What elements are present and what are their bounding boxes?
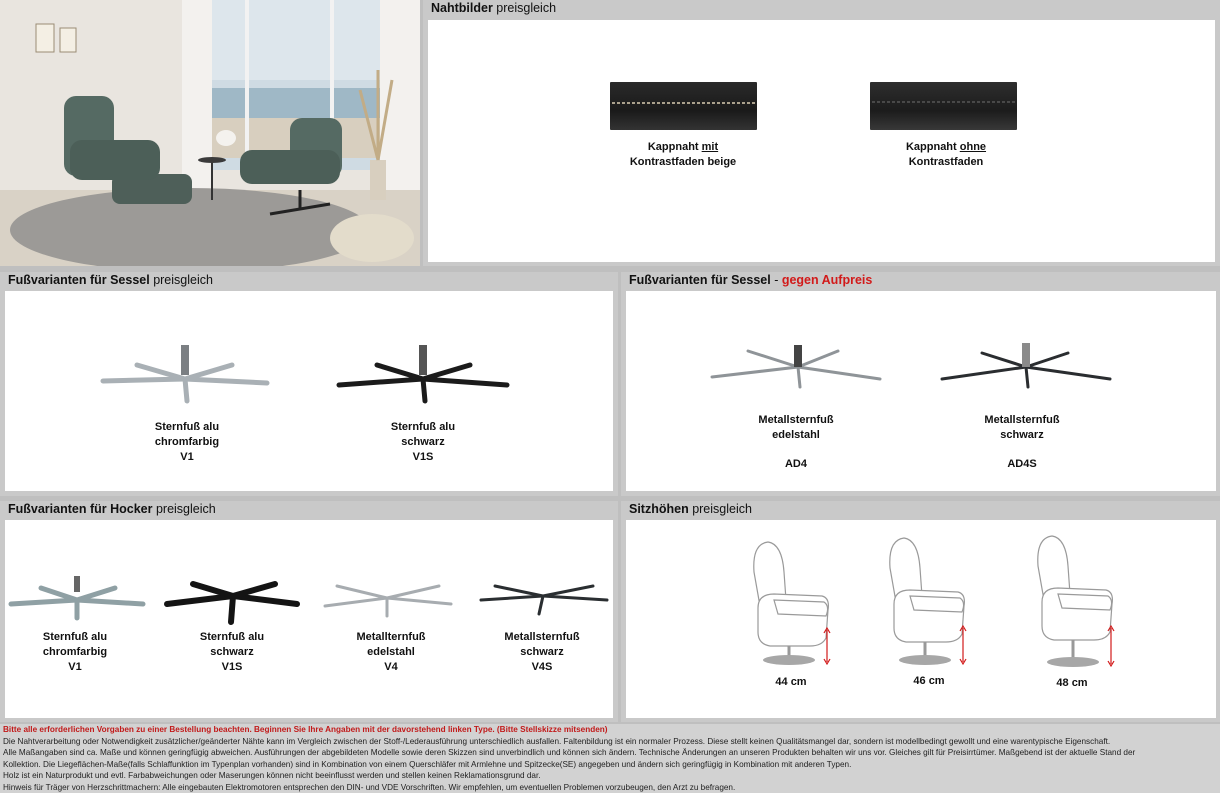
- hocker-metallsternfuss-edelstahl-image: [323, 580, 453, 620]
- hocker-metallsternfuss-schwarz-image: [479, 578, 609, 618]
- fuss-sessel-aufpreis-code-ad4s: AD4S: [1007, 458, 1037, 470]
- naht-swatch-ohne: [870, 82, 1017, 130]
- sitzhoehen-title: Sitzhöhen preisgleich: [629, 502, 752, 516]
- sitzhoehe-44-sketch: [744, 538, 834, 668]
- sitzhoehe-label-44: 44 cm: [775, 676, 807, 688]
- sitzhoehe-48-sketch: [1028, 532, 1118, 670]
- footer-line-4: Holz ist ein Naturprodukt und evtl. Farbabweichungen oder Maserungen können nicht beeinflusst werden und stellen keinen Reklamationsgrund dar.: [3, 771, 541, 780]
- fuss-hocker-caption-v4: Metallternfuß edelstahl V4: [356, 631, 426, 673]
- fuss-sessel-content: [5, 291, 613, 491]
- room-photo: [0, 0, 420, 266]
- metallsternfuss-schwarz-image: [938, 341, 1118, 391]
- sitzhoehe-label-46: 46 cm: [913, 675, 945, 687]
- fuss-sessel-caption-v1s: Sternfuß alu schwarz V1S: [390, 421, 456, 463]
- fuss-hocker-caption-v1s: Sternfuß alu schwarz V1S: [199, 631, 265, 673]
- naht-title: Nahtbilder preisgleich: [431, 1, 557, 15]
- fuss-sessel-panel: [0, 272, 618, 496]
- footer-line-3: Kollektion. Die Liegeflächen-Maße(falls Schlaffunktion im Typenplan vorhanden) sind in Kombination von einem Querschläfer mit Armlehne und Spitzecke(SE) angegeben und ändern sich geringfügig in Kombination mit anderen Typen.: [3, 759, 852, 769]
- footer-notes: [0, 724, 1220, 793]
- fuss-sessel-aufpreis-title: Fußvarianten für Sessel - gegen Aufpreis: [629, 273, 873, 287]
- footer-order-note: Bitte alle erforderlichen Vorgaben zu einer Bestellung beachten. Beginnen Sie Ihre Angaben mit der davorstehend linken Type. (Bitte Stellskizze mitsenden): [3, 725, 608, 734]
- room-photo-illustration: [0, 0, 420, 266]
- fuss-sessel-aufpreis-code-ad4: AD4: [784, 458, 808, 470]
- fuss-sessel-title: Fußvarianten für Sessel preisgleich: [8, 273, 213, 287]
- sternfuss-alu-chrom-image: [97, 339, 277, 409]
- hocker-sternfuss-alu-schwarz-image: [163, 572, 303, 628]
- sitzhoehe-46-sketch: [880, 534, 970, 668]
- sitzhoehe-label-48: 48 cm: [1056, 677, 1088, 689]
- fuss-sessel-aufpreis-caption-ad4: Metallsternfuß edelstahl: [758, 414, 834, 441]
- sitzhoehen-panel: [621, 501, 1220, 722]
- fuss-sessel-aufpreis-caption-ad4s: Metallsternfuß schwarz: [984, 414, 1060, 441]
- sternfuss-alu-schwarz-image: [335, 339, 515, 409]
- fuss-sessel-aufpreis-panel: [621, 272, 1220, 496]
- naht-panel: [423, 0, 1220, 266]
- fuss-hocker-title: Fußvarianten für Hocker preisgleich: [8, 502, 216, 516]
- fuss-sessel-aufpreis-content: [626, 291, 1216, 491]
- fuss-hocker-panel: [0, 501, 618, 722]
- fuss-hocker-content: [5, 520, 613, 718]
- metallsternfuss-edelstahl-image: [708, 341, 888, 391]
- naht-caption-ohne: Kappnaht ohne Kontrastfaden: [905, 141, 987, 168]
- footer-line-1: Die Nahtverarbeitung oder Notwendigkeit zusätzlicher/geänderter Nähte kann im Vergleich zwischen der Stoff-/Lederausführung unterschiedlich ausfallen. Faltenbildung ist ein normaler Prozess. Diese stellt keinen Qualitätsmangel dar, sondern ist modellbedingt gewollt und eine warentypische Eigenschaft.: [3, 736, 1111, 746]
- footer-line-2: Alle Maßangaben sind ca. Maße und können geringfügig abweichen. Ausführungen der abgebildeten Modelle sowie deren Skizzen sind unverbindlich und können sich ändern. Technische Änderungen an unseren Produkten behalten wir uns vor. Gleiches gilt für Preisirrtümer. Maßgebend ist der aktuelle Stand der: [3, 748, 1136, 757]
- naht-swatch-mit: [610, 82, 757, 130]
- fuss-sessel-caption-v1: Sternfuß alu chromfarbig V1: [154, 421, 220, 463]
- hocker-sternfuss-alu-chrom-image: [7, 574, 147, 624]
- naht-content: [428, 20, 1215, 262]
- fuss-hocker-caption-v1: Sternfuß alu chromfarbig V1: [42, 631, 108, 673]
- sitzhoehen-content: [626, 520, 1216, 718]
- naht-caption-mit: Kappnaht mit Kontrastfaden beige: [629, 141, 737, 168]
- fuss-hocker-caption-v4s: Metallsternfuß schwarz V4S: [504, 631, 580, 673]
- footer-line-5: Hinweis für Träger von Herzschrittmachern: Alle eingebauten Elektromotoren entsprechen den DIN- und VDE Vorschriften. Wir empfehlen, um eventuellen Problemen vorzubeugen, den Arzt zu befragen.: [3, 782, 736, 792]
